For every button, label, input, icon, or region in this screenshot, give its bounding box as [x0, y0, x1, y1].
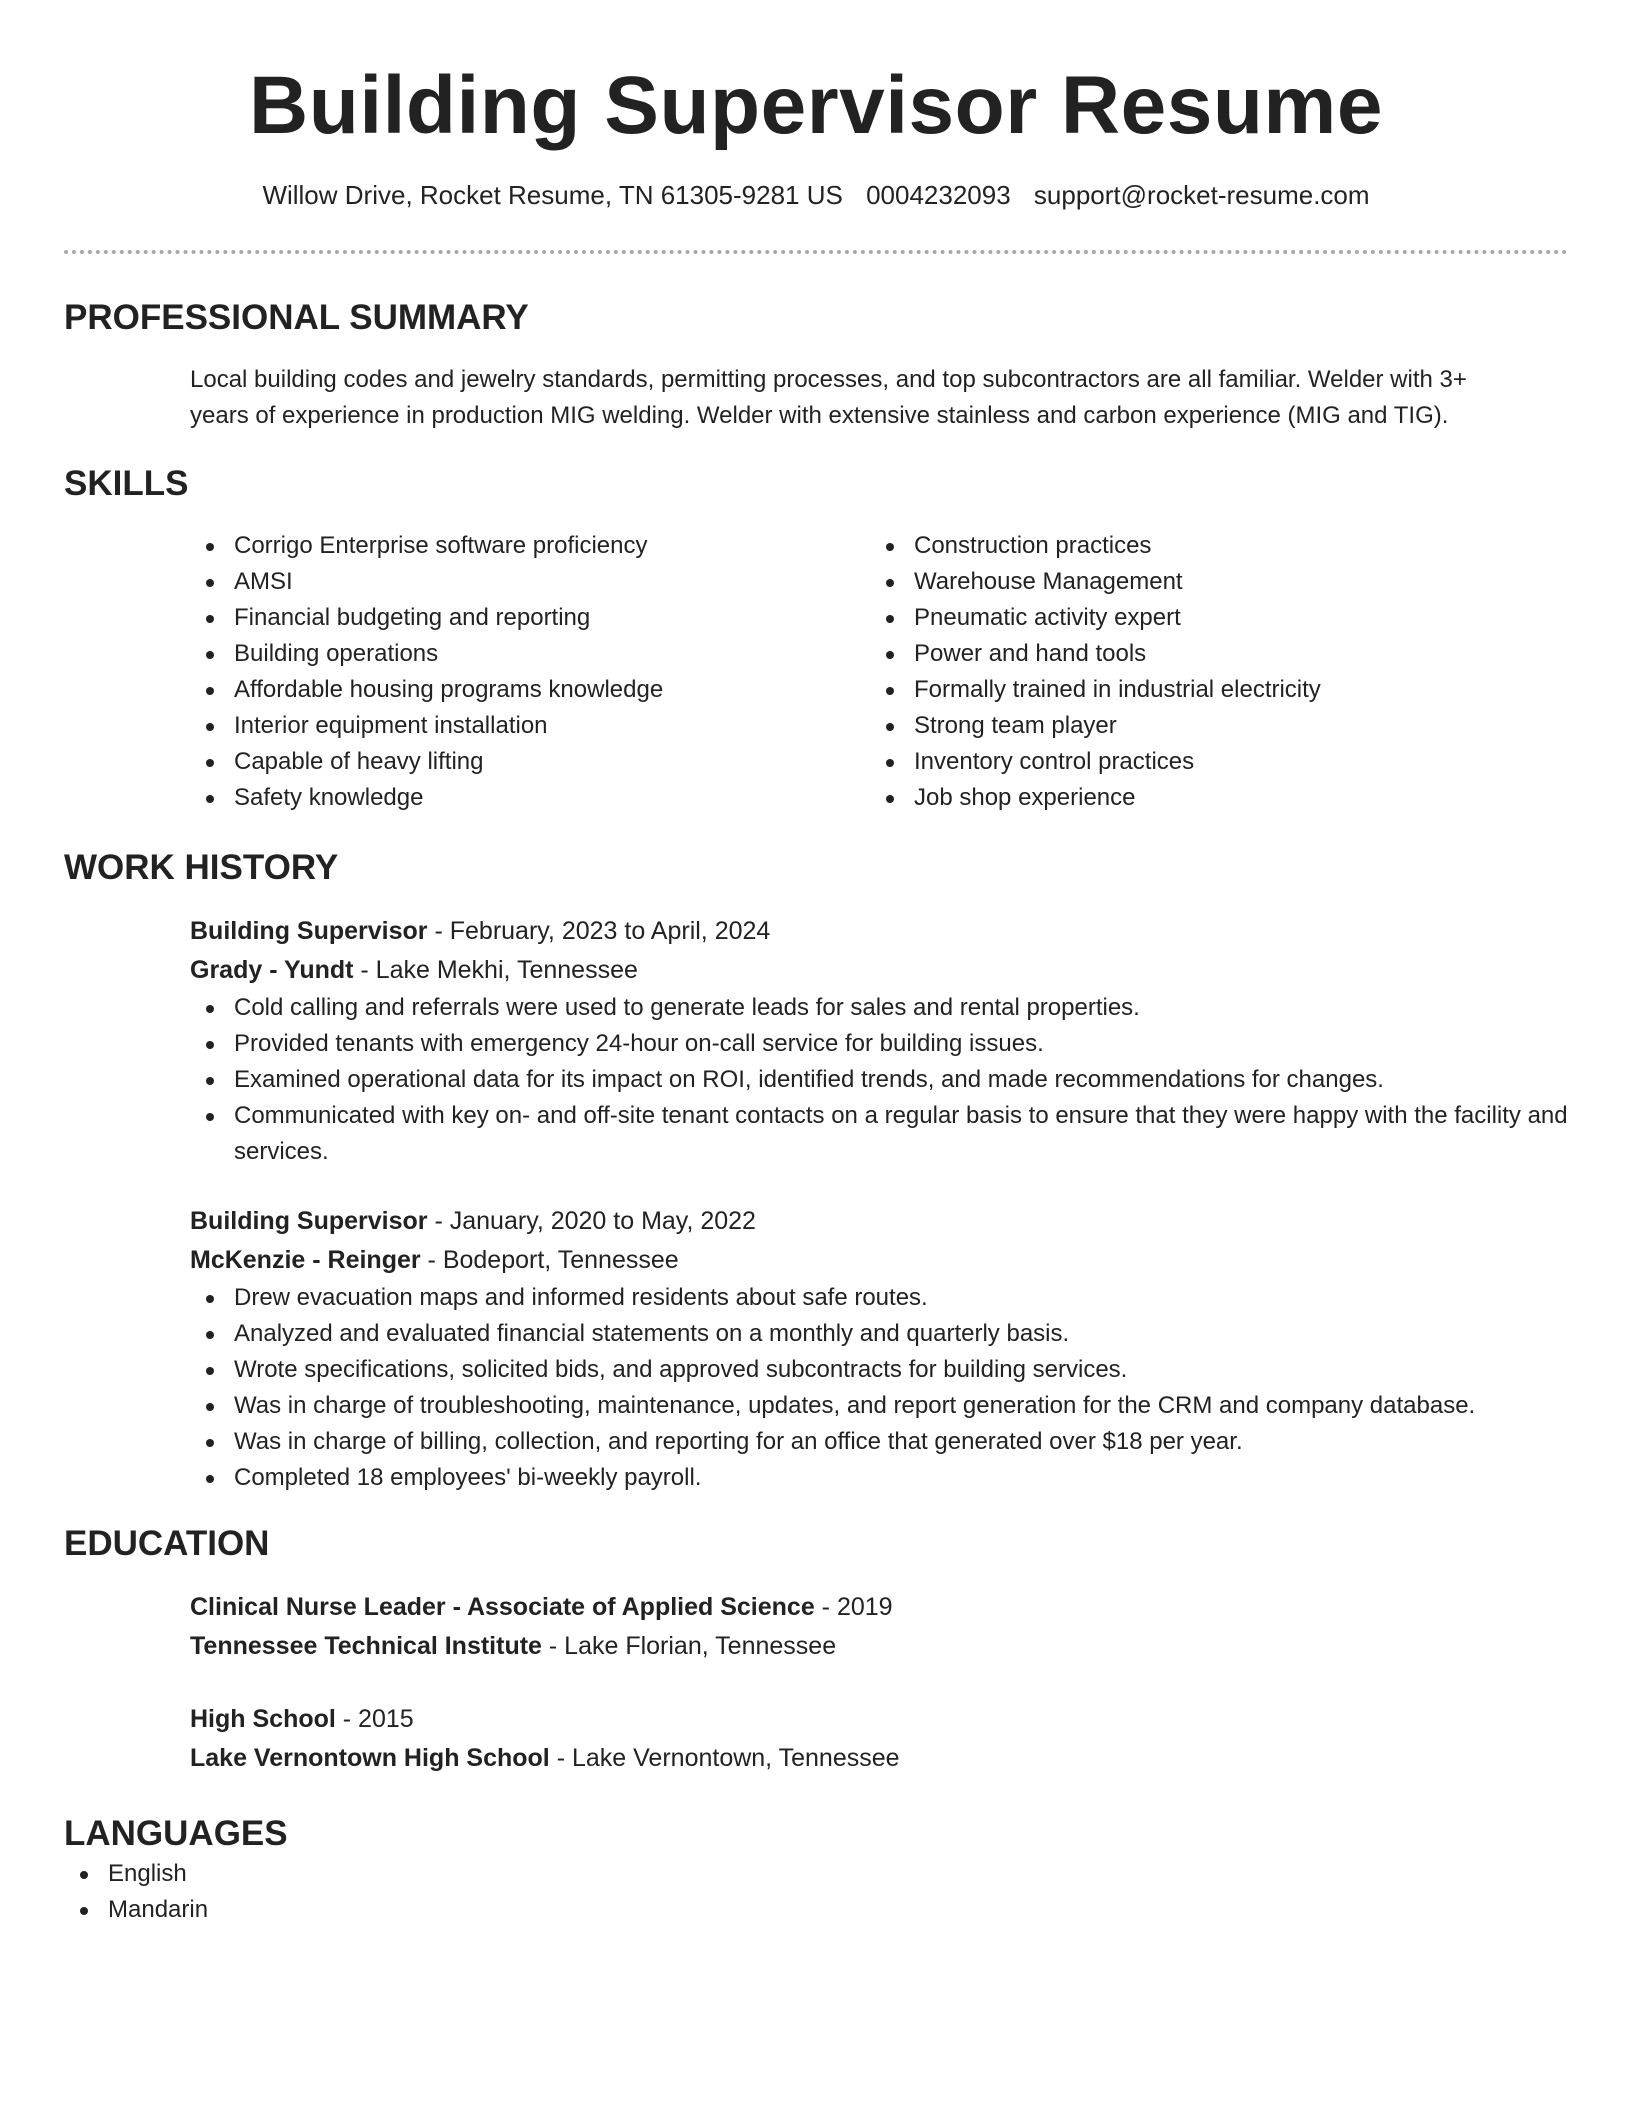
- skill-item: Construction practices: [870, 528, 1550, 564]
- section-skills: [64, 462, 1568, 816]
- summary-text: Local building codes and jewelry standards, permitting processes, and top subcontractors are all familiar. Welder with 3+ years of experience in production MIG welding. Welder with extensive stainless and carbon experience (MIG and TIG).: [190, 366, 1467, 429]
- section-title-work: WORK HISTORY: [64, 848, 339, 887]
- job-bullet: Was in charge of troubleshooting, maintenance, updates, and report generation for the CRM and company database.: [190, 1388, 1568, 1424]
- skills-column-left: [190, 528, 870, 816]
- skills-column-right: [870, 528, 1550, 816]
- section-work-history: [64, 846, 1568, 1496]
- education-degree-line: [190, 1700, 1568, 1739]
- skill-item: Safety knowledge: [190, 780, 870, 816]
- section-education: [64, 1522, 1568, 1778]
- education-school-line: [190, 1739, 1568, 1778]
- job-location: - Lake Mekhi, Tennessee: [353, 956, 638, 984]
- skill-item: Formally trained in industrial electricity: [870, 672, 1550, 708]
- job-company: McKenzie - Reinger: [190, 1246, 421, 1274]
- job-bullets: [190, 990, 1568, 1170]
- language-item: English: [64, 1856, 1568, 1892]
- job-dates: - January, 2020 to May, 2022: [427, 1207, 756, 1235]
- education-degree: High School: [190, 1705, 336, 1733]
- section-title-skills: SKILLS: [64, 464, 189, 503]
- job-entry: [190, 1202, 1568, 1496]
- skill-item: Power and hand tools: [870, 636, 1550, 672]
- education-entry: [190, 1700, 1568, 1778]
- skill-item: Inventory control practices: [870, 744, 1550, 780]
- skill-item: Job shop experience: [870, 780, 1550, 816]
- job-bullet: Drew evacuation maps and informed residents about safe routes.: [190, 1280, 1568, 1316]
- section-title-languages: LANGUAGES: [64, 1814, 288, 1853]
- job-company-line: [190, 1241, 1568, 1280]
- contact-phone: 0004232093: [866, 180, 1011, 210]
- skill-item: Warehouse Management: [870, 564, 1550, 600]
- education-entry: [190, 1588, 1568, 1666]
- job-bullets: [190, 1280, 1568, 1496]
- skill-item: Strong team player: [870, 708, 1550, 744]
- job-bullet: Communicated with key on- and off-site tenant contacts on a regular basis to ensure that they were happy with the facility and services.: [190, 1098, 1568, 1170]
- skill-item: Capable of heavy lifting: [190, 744, 870, 780]
- job-bullet: Was in charge of billing, collection, and reporting for an office that generated over $18 per year.: [190, 1424, 1568, 1460]
- contact-address: Willow Drive, Rocket Resume, TN 61305-9281 US: [262, 180, 843, 210]
- skill-item: Interior equipment installation: [190, 708, 870, 744]
- skill-item: Pneumatic activity expert: [870, 600, 1550, 636]
- section-title-summary: PROFESSIONAL SUMMARY: [64, 298, 529, 337]
- job-title-line: [190, 912, 1568, 951]
- job-entry: [190, 912, 1568, 1170]
- job-bullet: Provided tenants with emergency 24-hour on-call service for building issues.: [190, 1026, 1568, 1062]
- education-location: - Lake Vernontown, Tennessee: [549, 1744, 900, 1772]
- job-position: Building Supervisor: [190, 1207, 428, 1235]
- resume-title: Building Supervisor Resume: [249, 60, 1383, 151]
- section-professional-summary: [64, 296, 1568, 434]
- job-company-line: [190, 951, 1568, 990]
- job-bullet: Examined operational data for its impact on ROI, identified trends, and made recommendations for changes.: [190, 1062, 1568, 1098]
- contact-line: [64, 178, 1568, 212]
- job-location: - Bodeport, Tennessee: [420, 1246, 679, 1274]
- skills-grid: [190, 528, 1568, 816]
- section-title-education: EDUCATION: [64, 1524, 270, 1563]
- education-year: - 2015: [335, 1705, 414, 1733]
- header-divider: [64, 250, 1568, 254]
- job-company: Grady - Yundt: [190, 956, 354, 984]
- job-bullet: Cold calling and referrals were used to generate leads for sales and rental properties.: [190, 990, 1568, 1026]
- skill-item: Building operations: [190, 636, 870, 672]
- education-location: - Lake Florian, Tennessee: [541, 1632, 837, 1660]
- job-bullet: Completed 18 employees' bi-weekly payroll.: [190, 1460, 1568, 1496]
- skill-item: Affordable housing programs knowledge: [190, 672, 870, 708]
- resume-page: [64, 0, 1568, 1928]
- skill-item: Corrigo Enterprise software proficiency: [190, 528, 870, 564]
- skill-item: AMSI: [190, 564, 870, 600]
- education-degree-line: [190, 1588, 1568, 1627]
- skill-item: Financial budgeting and reporting: [190, 600, 870, 636]
- job-title-line: [190, 1202, 1568, 1241]
- education-school-line: [190, 1627, 1568, 1666]
- language-item: Mandarin: [64, 1892, 1568, 1928]
- education-year: - 2019: [814, 1593, 893, 1621]
- education-degree: Clinical Nurse Leader - Associate of Applied Science: [190, 1593, 815, 1621]
- job-dates: - February, 2023 to April, 2024: [427, 917, 771, 945]
- section-languages: [64, 1812, 1568, 1928]
- job-bullet: Wrote specifications, solicited bids, and approved subcontracts for building services.: [190, 1352, 1568, 1388]
- languages-list: [64, 1856, 1568, 1928]
- education-school: Tennessee Technical Institute: [190, 1632, 542, 1660]
- contact-email: support@rocket-resume.com: [1033, 180, 1370, 210]
- job-position: Building Supervisor: [190, 917, 428, 945]
- education-school: Lake Vernontown High School: [190, 1744, 550, 1772]
- job-bullet: Analyzed and evaluated financial statements on a monthly and quarterly basis.: [190, 1316, 1568, 1352]
